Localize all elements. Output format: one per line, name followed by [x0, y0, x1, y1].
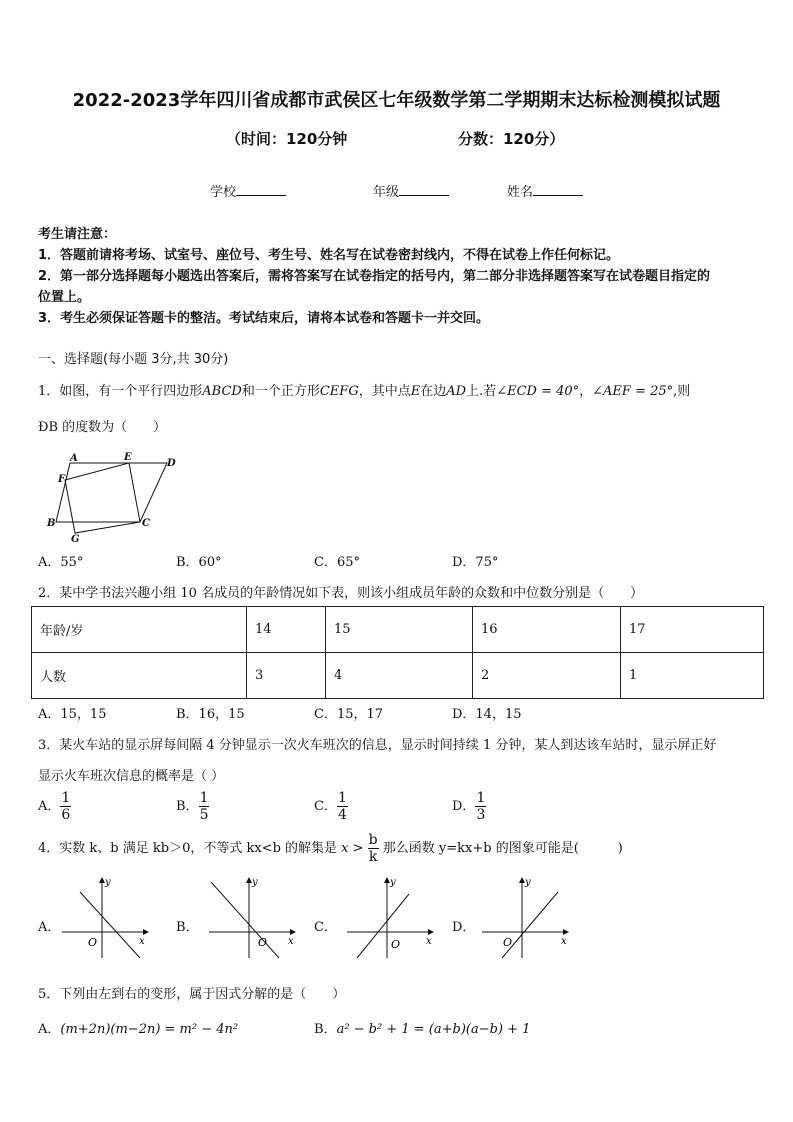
label-c: C [142, 518, 150, 529]
q3-option-c[interactable] [314, 790, 348, 823]
origin-label: O [88, 936, 98, 949]
q2-stem: 2．某中学书法兴趣小组 10 名成员的年龄情况如下表，则该小组成员年龄的众数和中位数分别是（ ） [38, 586, 644, 601]
numerator: b [368, 832, 378, 848]
name-label: 姓名 [507, 185, 534, 200]
origin-label: O [258, 936, 268, 949]
origin-label: O [391, 938, 401, 951]
q1-angle-ecd: ∠ECD = 40° [496, 384, 580, 399]
q3-option-a[interactable] [38, 790, 71, 823]
grade-field [373, 181, 449, 200]
grade-blank[interactable] [399, 183, 449, 196]
q5-option-a-expr: (m+2n)(m−2n) = m² − 4n² [60, 1022, 239, 1037]
denominator: 3 [476, 807, 486, 824]
option-label: D． [452, 799, 476, 815]
q1-text: ， [579, 384, 593, 399]
q1-option-a[interactable]: A．55° [38, 555, 84, 570]
school-label: 学校 [210, 185, 237, 200]
q2-option-d[interactable]: D．14，15 [452, 707, 522, 722]
q2-option-a[interactable]: A．15，15 [38, 707, 107, 722]
table-cell: 3 [247, 653, 326, 699]
q1-option-b[interactable]: B．60° [176, 555, 222, 570]
age-table [31, 606, 764, 699]
q5-stem: 5．下列由左到右的变形，属于因式分解的是（ ） [38, 987, 346, 1002]
q3-stem-line2: 显示火车班次信息的概率是（ ） [38, 769, 225, 784]
q1-text: 上.若 [466, 384, 497, 399]
option-label: A． [38, 1022, 61, 1037]
x-axis-label: x [288, 936, 294, 947]
q1-text: 1．如图，有一个平行四边形 [38, 384, 203, 399]
numerator: 1 [337, 790, 347, 806]
table-cell: 1 [621, 653, 764, 699]
label-e: E [124, 452, 132, 463]
numerator: 1 [476, 790, 486, 806]
q1-stem [38, 380, 690, 399]
name-field [507, 181, 583, 200]
fraction [199, 790, 210, 823]
q1-text: ，其中点 [358, 384, 411, 399]
table-cell: 4 [326, 653, 473, 699]
q1-cefg: CEFG [319, 384, 359, 399]
label-a: A [70, 453, 78, 464]
q1-option-d[interactable]: D．75° [452, 555, 499, 570]
option-label: A． [38, 799, 61, 815]
table-row [32, 653, 764, 699]
label-g: G [71, 534, 80, 545]
table-cell: 17 [621, 607, 764, 653]
fraction [475, 790, 486, 823]
table-cell: 人数 [32, 653, 247, 699]
q3-option-d[interactable] [452, 790, 486, 823]
y-axis-label: y [252, 877, 258, 888]
option-label: C． [314, 799, 337, 815]
section-heading: 一、选择题(每小题 3分,共 30分) [38, 352, 229, 367]
table-row [32, 607, 764, 653]
q4-graph-c[interactable] [343, 872, 443, 962]
label-b: B [47, 518, 56, 529]
q4-graph-a[interactable] [58, 872, 158, 962]
y-axis-label: y [105, 877, 111, 888]
q1-point-e: E [410, 384, 421, 399]
q4-option-c[interactable]: C． [314, 920, 337, 935]
q5-option-b[interactable] [314, 1018, 530, 1037]
q1-text: 在边 [420, 384, 447, 399]
table-cell: 14 [247, 607, 326, 653]
q5-option-b-expr: a² − b² + 1 = (a+b)(a−b) + 1 [336, 1022, 531, 1037]
name-blank[interactable] [533, 183, 583, 196]
x-axis-label: x [561, 936, 567, 947]
q1-ad: AD [446, 384, 467, 399]
q4-graph-d[interactable] [478, 872, 578, 962]
q4-text: 那么函数 y=kx+b 的图象可能是( ) [382, 841, 623, 857]
notice-heading: 考生请注意： [38, 227, 117, 242]
q3-option-b[interactable] [176, 790, 209, 823]
parallelogram-abcd [56, 463, 167, 522]
fraction [337, 790, 348, 823]
q1-text: 和一个正方形 [241, 384, 320, 399]
table-cell: 年龄/岁 [32, 607, 247, 653]
q1-text: ,则 [673, 384, 691, 399]
page-title: 2022-2023学年四川省成都市武侯区七年级数学第二学期期末达标检测模拟试题 [72, 90, 721, 111]
q4-text: 4．实数 k、b 满足 kb＞0，不等式 kx<b 的解集是 [38, 841, 338, 857]
school-field [210, 181, 286, 200]
q4-inequality: x > [341, 841, 364, 857]
numerator: 1 [61, 790, 71, 806]
notice-item-2a: 2．第一部分选择题每小题选出答案后，需将答案写在试卷指定的括号内，第二部分非选择题答案写在试卷题目指定的 [38, 269, 711, 284]
q2-option-b[interactable]: B．16，15 [176, 707, 245, 722]
exam-time: （时间：120分钟 [226, 130, 348, 148]
x-axis-label: x [139, 936, 145, 947]
option-label: B． [314, 1022, 337, 1037]
q5-option-a[interactable] [38, 1018, 238, 1037]
denominator: k [368, 849, 378, 866]
q1-figure [40, 446, 185, 546]
y-axis-label: y [390, 877, 396, 888]
exam-score: 分数：120分） [458, 130, 565, 148]
notice-item-2b: 位置上。 [38, 290, 91, 305]
grade-label: 年级 [373, 185, 400, 200]
notice-item-1: 1．答题前请将考场、试室号、座位号、考生号、姓名写在试卷密封线内，不得在试卷上作任何标记。 [38, 248, 620, 263]
label-d: D [167, 458, 176, 469]
numerator: 1 [199, 790, 209, 806]
notice-item-3: 3．考生必须保证答题卡的整洁。考试结束后，请将本试卷和答题卡一并交回。 [38, 311, 490, 326]
fraction [60, 790, 71, 823]
q2-option-c[interactable]: C．15，17 [314, 707, 384, 722]
q1-angle-aef: ∠AEF = 25° [592, 384, 674, 399]
label-f: F [58, 474, 66, 485]
q4-fraction [368, 832, 379, 865]
q1-abcd: ABCD [202, 384, 242, 399]
denominator: 4 [337, 807, 347, 824]
x-axis-label: x [426, 936, 432, 947]
denominator: 5 [199, 807, 209, 824]
q4-option-a[interactable]: A． [38, 920, 61, 935]
q1-stem-line2: ÐB 的度数为（ ） [38, 420, 167, 435]
q3-stem-line1: 3．某火车站的显示屏每间隔 4 分钟显示一次火车班次的信息，显示时间持续 1 分钟，某人到达该车站时，显示屏正好 [38, 738, 717, 753]
y-axis-label: y [525, 877, 531, 888]
table-cell: 2 [473, 653, 621, 699]
q4-graph-b[interactable] [205, 872, 305, 962]
q4-stem [38, 832, 623, 865]
school-blank[interactable] [236, 183, 286, 196]
table-cell: 15 [326, 607, 473, 653]
option-label: B． [176, 799, 199, 815]
table-cell: 16 [473, 607, 621, 653]
q4-option-d[interactable]: D． [452, 920, 476, 935]
origin-label: O [503, 936, 513, 949]
denominator: 6 [61, 807, 71, 824]
q1-option-c[interactable]: C．65° [314, 555, 360, 570]
q4-option-b[interactable]: B． [176, 920, 199, 935]
